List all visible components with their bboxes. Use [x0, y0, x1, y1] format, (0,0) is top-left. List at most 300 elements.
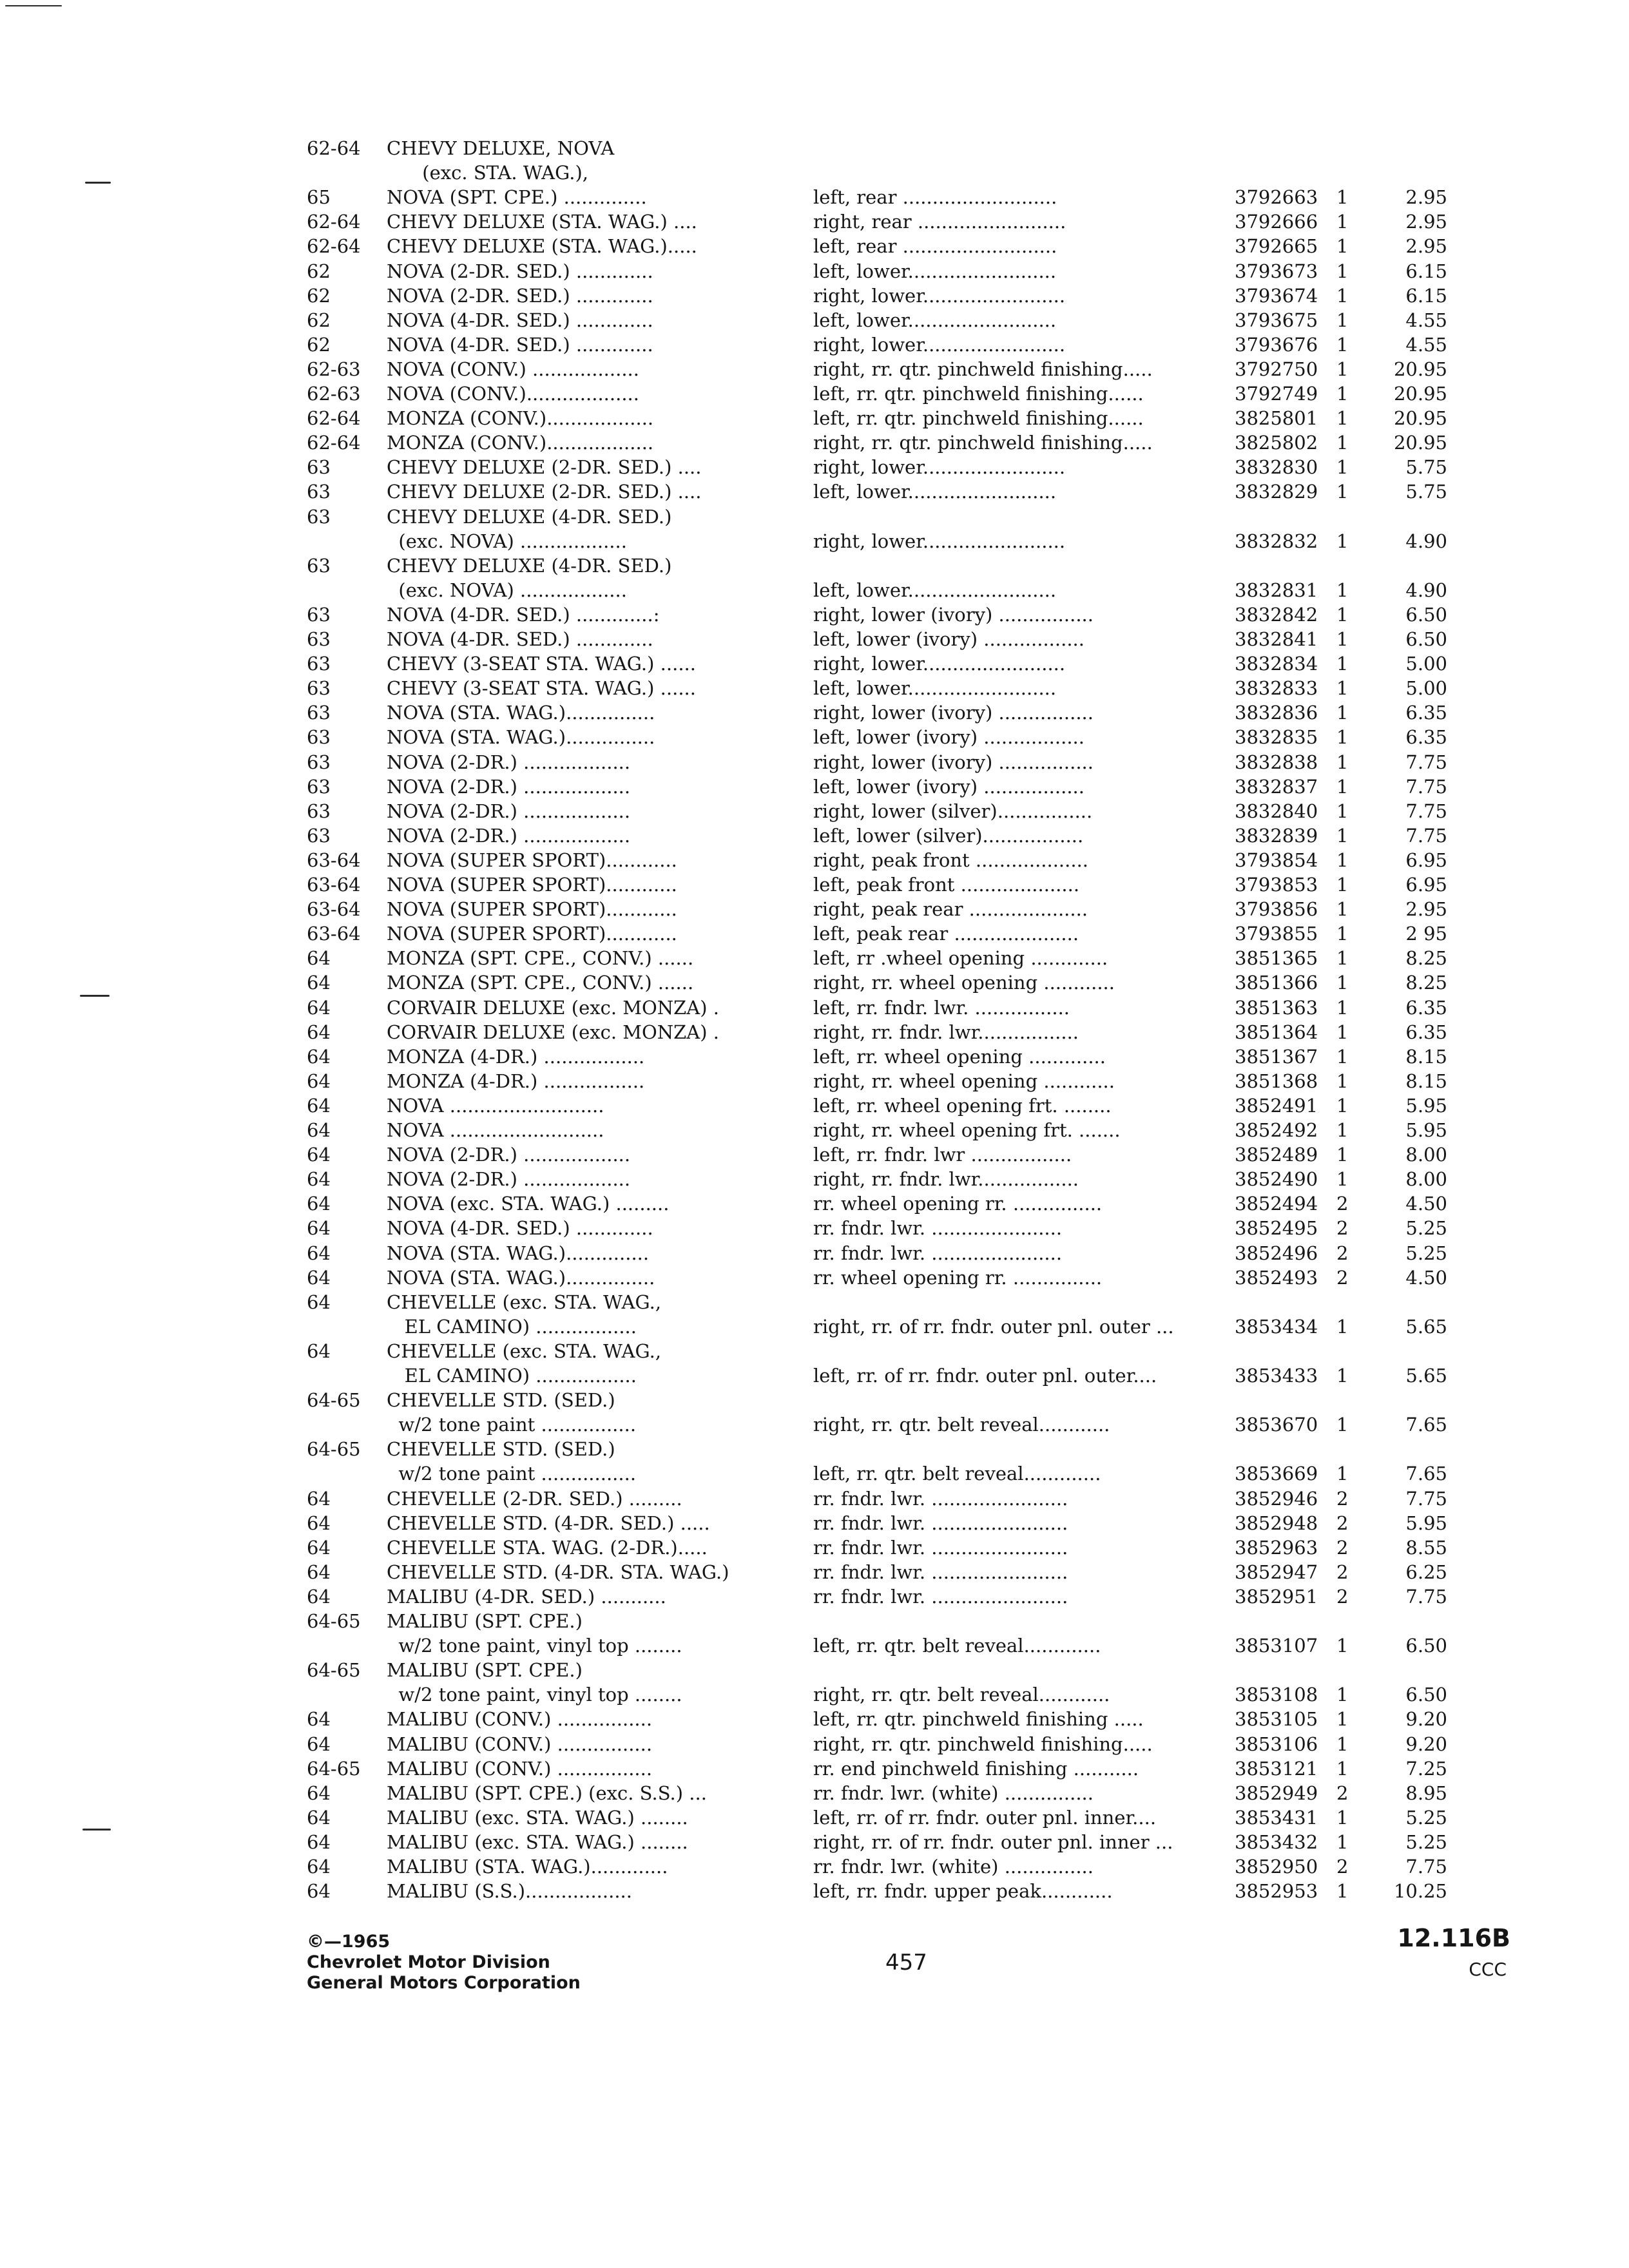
table-row: [0, 824, 1629, 847]
row-year: 64: [307, 1242, 331, 1264]
row-model: MONZA (CONV.)..................: [387, 407, 654, 430]
row-qty: 1: [1336, 923, 1349, 945]
row-year: 64: [307, 1856, 331, 1878]
row-qty: 1: [1336, 530, 1349, 552]
row-price: 20.95: [1393, 358, 1447, 380]
row-desc: right, rr. qtr. pinchweld finishing.....: [813, 358, 1153, 380]
table-row: [0, 1512, 1629, 1535]
row-year: 64: [307, 1340, 331, 1362]
row-year: 64-65: [307, 1610, 361, 1632]
row-part: 3851363: [1235, 996, 1318, 1019]
row-price: 8.15: [1405, 1070, 1447, 1092]
row-price: 6.25: [1405, 1561, 1447, 1583]
row-part: 3853121: [1235, 1757, 1318, 1780]
row-model: CHEVELLE STD. (SED.): [387, 1438, 615, 1461]
row-desc: left, rear ..........................: [813, 186, 1057, 209]
table-row: [0, 947, 1629, 970]
row-model: NOVA (STA. WAG.)...............: [387, 702, 655, 724]
row-desc: right, lower (ivory) ................: [813, 751, 1094, 773]
row-qty: 2: [1336, 1487, 1349, 1510]
row-part: 3852490: [1235, 1168, 1318, 1191]
row-year: 64: [307, 1487, 331, 1510]
row-year: 63: [307, 800, 331, 822]
row-desc: right, lower (silver)................: [813, 800, 1093, 822]
table-row: [0, 1242, 1629, 1265]
table-row: [0, 579, 1629, 602]
row-part: 3832840: [1235, 800, 1318, 822]
row-model: MONZA (4-DR.) .................: [387, 1070, 645, 1092]
row-price: 7.75: [1405, 775, 1447, 798]
row-desc: right, peak rear ....................: [813, 898, 1088, 921]
table-row: [0, 701, 1629, 724]
row-qty: 1: [1336, 1045, 1349, 1068]
row-model: CHEVELLE (2-DR. SED.) .........: [387, 1487, 682, 1510]
row-model: w/2 tone paint, vinyl top ........: [387, 1684, 682, 1706]
row-desc: rr. fndr. lwr. ......................: [813, 1242, 1063, 1264]
row-model: CHEVY DELUXE (2-DR. SED.) ....: [387, 481, 702, 503]
row-qty: 1: [1336, 1315, 1349, 1338]
table-row: [0, 726, 1629, 749]
row-price: 6.15: [1405, 260, 1447, 282]
row-price: 6.35: [1405, 726, 1447, 749]
row-qty: 1: [1336, 677, 1349, 700]
row-part: 3832838: [1235, 751, 1318, 773]
row-price: 4.90: [1405, 530, 1447, 552]
row-model: NOVA (4-DR. SED.) .............:: [387, 603, 660, 626]
table-row: [0, 1658, 1629, 1682]
row-model: MALIBU (SPT. CPE.): [387, 1659, 583, 1682]
row-desc: right, rr. qtr. pinchweld finishing.....: [813, 432, 1153, 454]
row-year: 64: [307, 1561, 331, 1583]
row-qty: 1: [1336, 947, 1349, 970]
row-qty: 1: [1336, 1070, 1349, 1092]
row-desc: rr. fndr. lwr. (white) ...............: [813, 1782, 1094, 1804]
row-price: 8.00: [1405, 1144, 1447, 1166]
row-model: NOVA (2-DR.) ..................: [387, 775, 631, 798]
row-model: MALIBU (CONV.) ................: [387, 1733, 653, 1755]
row-year: 64: [307, 996, 331, 1019]
row-price: 7.75: [1405, 751, 1447, 773]
row-desc: right, rr. fndr. lwr.................: [813, 1021, 1079, 1043]
row-year: 64: [307, 1070, 331, 1092]
row-year: 64-65: [307, 1659, 361, 1682]
row-desc: rr. end pinchweld finishing ...........: [813, 1757, 1139, 1780]
row-model: CHEVY DELUXE (STA. WAG.) ....: [387, 211, 697, 233]
row-price: 8.15: [1405, 1045, 1447, 1068]
row-year: 62-64: [307, 235, 361, 258]
row-year: 63: [307, 775, 331, 798]
row-model: MONZA (SPT. CPE., CONV.) ......: [387, 972, 694, 994]
row-part: 3792750: [1235, 358, 1318, 380]
row-part: 3832833: [1235, 677, 1318, 700]
row-price: 6.50: [1405, 1635, 1447, 1657]
row-part: 3832842: [1235, 603, 1318, 626]
row-year: 62: [307, 260, 331, 282]
row-qty: 1: [1336, 1684, 1349, 1706]
row-model: CORVAIR DELUXE (exc. MONZA) .: [387, 996, 719, 1019]
row-qty: 1: [1336, 1119, 1349, 1141]
row-qty: 1: [1336, 1365, 1349, 1387]
row-price: 10.25: [1393, 1880, 1447, 1903]
row-part: 3832841: [1235, 628, 1318, 650]
row-part: 3851368: [1235, 1070, 1318, 1092]
row-year: 64: [307, 1291, 331, 1313]
row-model: CHEVY DELUXE (STA. WAG.).....: [387, 235, 697, 258]
row-price: 2.95: [1405, 211, 1447, 233]
row-price: 7.25: [1405, 1757, 1447, 1780]
row-model: NOVA (STA. WAG.)..............: [387, 1242, 650, 1264]
table-row: [0, 1831, 1629, 1854]
row-desc: right, rr. fndr. lwr.................: [813, 1168, 1079, 1191]
row-desc: right, lower (ivory) ................: [813, 603, 1094, 626]
row-year: 64: [307, 1266, 331, 1289]
row-price: 5.25: [1405, 1806, 1447, 1829]
row-qty: 2: [1336, 1782, 1349, 1804]
row-desc: right, rr. qtr. pinchweld finishing.....: [813, 1733, 1153, 1755]
row-model: NOVA ..........................: [387, 1094, 604, 1117]
row-model: CHEVY DELUXE (4-DR. SED.): [387, 554, 672, 577]
row-model: MALIBU (SPT. CPE.) (exc. S.S.) ...: [387, 1782, 707, 1804]
row-model: NOVA (2-DR.) ..................: [387, 751, 631, 773]
row-qty: 1: [1336, 481, 1349, 503]
row-part: 3852491: [1235, 1094, 1318, 1117]
row-year: 63: [307, 824, 331, 847]
row-year: 64-65: [307, 1438, 361, 1461]
row-model: NOVA (2-DR.) ..................: [387, 824, 631, 847]
table-row: [0, 480, 1629, 503]
row-part: 3853106: [1235, 1733, 1318, 1755]
row-part: 3852946: [1235, 1487, 1318, 1510]
table-row: [0, 1879, 1629, 1903]
row-desc: left, rr. wheel opening frt. ........: [813, 1094, 1112, 1117]
section-code: CCC: [1469, 1959, 1507, 1980]
row-price: 2.95: [1405, 235, 1447, 258]
row-desc: left, rr. of rr. fndr. outer pnl. inner....: [813, 1806, 1157, 1829]
row-price: 7.75: [1405, 800, 1447, 822]
row-part: 3832832: [1235, 530, 1318, 552]
row-desc: left, rr. of rr. fndr. outer pnl. outer....: [813, 1365, 1157, 1387]
row-qty: 1: [1336, 1880, 1349, 1903]
row-desc: right, lower........................: [813, 284, 1066, 307]
row-desc: left, rr. qtr. belt reveal.............: [813, 1463, 1101, 1485]
row-desc: left, lower.........................: [813, 309, 1057, 331]
row-price: 8.25: [1405, 947, 1447, 970]
row-model: (exc. NOVA) ..................: [387, 530, 627, 552]
row-model: CHEVELLE STD. (4-DR. SED.) .....: [387, 1512, 710, 1534]
row-price: 20.95: [1393, 407, 1447, 430]
row-qty: 1: [1336, 898, 1349, 921]
row-model: NOVA (2-DR. SED.) .............: [387, 284, 653, 307]
table-row: [0, 333, 1629, 356]
table-row: [0, 382, 1629, 405]
row-year: 64: [307, 1119, 331, 1141]
row-price: 6.50: [1405, 1684, 1447, 1706]
row-part: 3793675: [1235, 309, 1318, 331]
table-row: [0, 898, 1629, 921]
row-part: 3793676: [1235, 333, 1318, 356]
row-model: (exc. NOVA) ..................: [387, 579, 627, 601]
table-row: [0, 1487, 1629, 1510]
row-desc: left, lower (ivory) .................: [813, 726, 1084, 749]
table-row: [0, 431, 1629, 454]
row-price: 7.65: [1405, 1414, 1447, 1436]
row-qty: 1: [1336, 1021, 1349, 1043]
table-row: [0, 751, 1629, 774]
row-year: 64-65: [307, 1389, 361, 1412]
row-desc: left, rr. qtr. pinchweld finishing......: [813, 383, 1144, 405]
row-model: CHEVELLE (exc. STA. WAG.,: [387, 1291, 662, 1313]
row-model: CHEVELLE STD. (SED.): [387, 1389, 615, 1412]
row-year: 64: [307, 1708, 331, 1731]
table-row: [0, 1389, 1629, 1412]
row-price: 8.00: [1405, 1168, 1447, 1191]
row-qty: 1: [1336, 309, 1349, 331]
table-row: [0, 505, 1629, 528]
row-year: 63: [307, 603, 331, 626]
row-part: 3852949: [1235, 1782, 1318, 1804]
row-desc: left, rr. qtr. pinchweld finishing .....: [813, 1708, 1144, 1731]
row-part: 3853434: [1235, 1315, 1318, 1338]
row-model: NOVA (SUPER SPORT)............: [387, 849, 677, 871]
row-year: 63-64: [307, 874, 361, 896]
table-row: [0, 1340, 1629, 1363]
row-part: 3792666: [1235, 211, 1318, 233]
table-row: [0, 1437, 1629, 1461]
table-row: [0, 1733, 1629, 1756]
table-row: [0, 1070, 1629, 1093]
footer-copyright: [307, 1932, 581, 1994]
table-row: [0, 652, 1629, 675]
row-qty: 1: [1336, 284, 1349, 307]
row-qty: 2: [1336, 1536, 1349, 1559]
table-row: [0, 1021, 1629, 1044]
table-row: [0, 1216, 1629, 1240]
row-model: NOVA (CONV.) ..................: [387, 358, 639, 380]
row-year: 64: [307, 1021, 331, 1043]
row-qty: 1: [1336, 972, 1349, 994]
row-model: CHEVY DELUXE (2-DR. SED.) ....: [387, 456, 702, 479]
table-row: [0, 1315, 1629, 1338]
row-model: MALIBU (CONV.) ................: [387, 1708, 653, 1731]
row-desc: left, rr .wheel opening .............: [813, 947, 1108, 970]
row-qty: 1: [1336, 1708, 1349, 1731]
table-row: [0, 1757, 1629, 1780]
row-part: 3793855: [1235, 923, 1318, 945]
row-desc: left, lower.........................: [813, 260, 1057, 282]
table-row: [0, 849, 1629, 872]
row-model: w/2 tone paint ................: [387, 1414, 637, 1436]
row-year: 62-63: [307, 383, 361, 405]
row-part: 3832839: [1235, 824, 1318, 847]
table-row: [0, 800, 1629, 823]
row-price: 8.25: [1405, 972, 1447, 994]
table-row: [0, 530, 1629, 553]
row-part: 3825802: [1235, 432, 1318, 454]
table-row: [0, 1707, 1629, 1731]
table-row: [0, 971, 1629, 994]
row-model: NOVA (SUPER SPORT)............: [387, 898, 677, 921]
row-model: MALIBU (exc. STA. WAG.) ........: [387, 1831, 688, 1853]
row-model: CHEVELLE STA. WAG. (2-DR.).....: [387, 1536, 708, 1559]
table-row: [0, 1192, 1629, 1215]
row-price: 5.75: [1405, 456, 1447, 479]
row-year: 63: [307, 456, 331, 479]
table-row: [0, 1806, 1629, 1829]
table-row: [0, 1291, 1629, 1314]
row-price: 5.65: [1405, 1365, 1447, 1387]
row-desc: right, rr. of rr. fndr. outer pnl. inner ...: [813, 1831, 1173, 1853]
row-qty: 1: [1336, 849, 1349, 871]
row-qty: 1: [1336, 874, 1349, 896]
row-qty: 1: [1336, 824, 1349, 847]
row-qty: 1: [1336, 432, 1349, 454]
row-model: NOVA (2-DR.) ..................: [387, 1144, 631, 1166]
row-qty: 1: [1336, 383, 1349, 405]
table-row: [0, 1536, 1629, 1559]
row-price: 5.25: [1405, 1831, 1447, 1853]
row-model: NOVA (SUPER SPORT)............: [387, 874, 677, 896]
row-year: 62-63: [307, 358, 361, 380]
corporation-name: General Motors Corporation: [307, 1973, 581, 1993]
row-desc: rr. wheel opening rr. ...............: [813, 1266, 1103, 1289]
division-name: Chevrolet Motor Division: [307, 1952, 550, 1972]
row-price: 5.00: [1405, 653, 1447, 675]
row-year: 64-65: [307, 1757, 361, 1780]
row-desc: left, lower (ivory) .................: [813, 775, 1084, 798]
row-part: 3832834: [1235, 653, 1318, 675]
row-part: 3853105: [1235, 1708, 1318, 1731]
row-price: 5.65: [1405, 1315, 1447, 1338]
row-desc: rr. fndr. lwr. .......................: [813, 1561, 1068, 1583]
row-year: 62: [307, 333, 331, 356]
table-row: [0, 407, 1629, 430]
row-model: NOVA (2-DR. SED.) .............: [387, 260, 653, 282]
row-desc: left, rr. wheel opening .............: [813, 1045, 1106, 1068]
row-part: 3852489: [1235, 1144, 1318, 1166]
row-year: 64: [307, 1217, 331, 1240]
row-part: 3832829: [1235, 481, 1318, 503]
row-qty: 1: [1336, 1144, 1349, 1166]
row-desc: right, peak front ...................: [813, 849, 1089, 871]
row-model: NOVA (SPT. CPE.) ..............: [387, 186, 647, 209]
row-year: 64: [307, 1831, 331, 1853]
row-model: NOVA (4-DR. SED.) .............: [387, 309, 653, 331]
row-part: 3792665: [1235, 235, 1318, 258]
row-part: 3793854: [1235, 849, 1318, 871]
row-model: MALIBU (S.S.)..................: [387, 1880, 632, 1903]
table-row: [0, 1143, 1629, 1166]
table-row: [0, 260, 1629, 283]
row-desc: left, peak front ....................: [813, 874, 1080, 896]
row-qty: 1: [1336, 1635, 1349, 1657]
row-model: MALIBU (4-DR. SED.) ...........: [387, 1585, 666, 1608]
row-price: 5.00: [1405, 677, 1447, 700]
table-row: [0, 873, 1629, 896]
row-qty: 2: [1336, 1266, 1349, 1289]
table-row: [0, 1364, 1629, 1387]
row-qty: 1: [1336, 775, 1349, 798]
section-number: 12.116B: [1397, 1924, 1510, 1952]
row-year: 64: [307, 1585, 331, 1608]
row-desc: right, lower (ivory) ................: [813, 702, 1094, 724]
row-part: 3792663: [1235, 186, 1318, 209]
row-qty: 1: [1336, 333, 1349, 356]
table-row: [0, 1585, 1629, 1608]
row-year: 63: [307, 751, 331, 773]
row-part: 3851367: [1235, 1045, 1318, 1068]
row-model: NOVA (STA. WAG.)...............: [387, 1266, 655, 1289]
row-price: 8.95: [1405, 1782, 1447, 1804]
row-model: NOVA (SUPER SPORT)............: [387, 923, 677, 945]
row-desc: left, rear ..........................: [813, 235, 1057, 258]
table-row: [0, 186, 1629, 209]
row-price: 20.95: [1393, 432, 1447, 454]
row-year: 63: [307, 481, 331, 503]
table-row: [0, 1462, 1629, 1485]
row-year: 62-64: [307, 211, 361, 233]
row-desc: right, rr. wheel opening ............: [813, 1070, 1115, 1092]
row-price: 5.75: [1405, 481, 1447, 503]
row-year: 63: [307, 677, 331, 700]
row-desc: left, rr. fndr. lwr .................: [813, 1144, 1072, 1166]
row-model: CHEVELLE STD. (4-DR. STA. WAG.): [387, 1561, 729, 1583]
table-row: [0, 284, 1629, 307]
row-year: 64: [307, 1880, 331, 1903]
row-model: CHEVY DELUXE, NOVA: [387, 137, 615, 159]
row-desc: rr. fndr. lwr. .......................: [813, 1512, 1068, 1534]
table-row: [0, 1610, 1629, 1633]
row-price: 2.95: [1405, 186, 1447, 209]
row-price: 5.95: [1405, 1512, 1447, 1534]
row-qty: 1: [1336, 1757, 1349, 1780]
row-qty: 2: [1336, 1193, 1349, 1215]
row-year: 64: [307, 1193, 331, 1215]
row-qty: 2: [1336, 1585, 1349, 1608]
row-part: 3853432: [1235, 1831, 1318, 1853]
row-qty: 1: [1336, 579, 1349, 601]
row-model: CHEVY DELUXE (4-DR. SED.): [387, 505, 672, 528]
row-price: 9.20: [1405, 1708, 1447, 1731]
row-part: 3853669: [1235, 1463, 1318, 1485]
row-model: MALIBU (SPT. CPE.): [387, 1610, 583, 1632]
table-row: [0, 210, 1629, 233]
row-year: 64: [307, 1144, 331, 1166]
row-model: CHEVELLE (exc. STA. WAG.,: [387, 1340, 662, 1362]
row-year: 63-64: [307, 923, 361, 945]
row-desc: left, rr. fndr. upper peak............: [813, 1880, 1113, 1903]
table-row: [0, 1634, 1629, 1657]
table-row: [0, 161, 1629, 184]
row-year: 63-64: [307, 898, 361, 921]
row-model: NOVA (exc. STA. WAG.) .........: [387, 1193, 670, 1215]
row-qty: 2: [1336, 1242, 1349, 1264]
row-desc: right, lower........................: [813, 456, 1066, 479]
table-row: [0, 137, 1629, 160]
row-price: 4.50: [1405, 1193, 1447, 1215]
row-part: 3853107: [1235, 1635, 1318, 1657]
table-row: [0, 1413, 1629, 1436]
row-desc: left, rr. qtr. pinchweld finishing......: [813, 407, 1144, 430]
row-model: MONZA (4-DR.) .................: [387, 1045, 645, 1068]
row-model: NOVA (4-DR. SED.) .............: [387, 628, 653, 650]
table-row: [0, 922, 1629, 945]
table-row: [0, 677, 1629, 700]
row-year: 65: [307, 186, 331, 209]
row-qty: 1: [1336, 702, 1349, 724]
row-price: 2 95: [1405, 923, 1447, 945]
row-desc: left, lower.........................: [813, 677, 1057, 700]
row-price: 2.95: [1405, 898, 1447, 921]
